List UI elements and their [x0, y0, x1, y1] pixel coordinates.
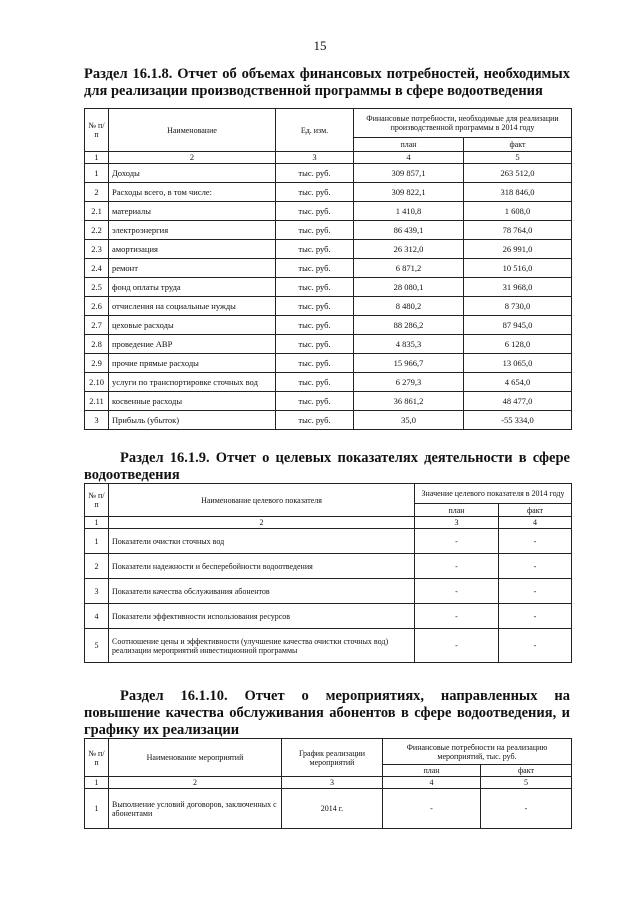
header-indicator-value: Значение целевого показателя в 2014 году: [415, 484, 572, 504]
row-num: 2.11: [85, 392, 109, 411]
row-plan: 1 410,8: [354, 202, 464, 221]
row-name: Показатели эффективности использования ресурсов: [109, 604, 415, 629]
row-plan: 88 286,2: [354, 316, 464, 335]
table-row: [85, 411, 572, 430]
row-plan: 35,0: [354, 411, 464, 430]
table-row: [85, 335, 572, 354]
header-num: № п/п: [85, 109, 109, 152]
col-number: 1: [85, 152, 109, 164]
row-unit: тыс. руб.: [276, 411, 354, 430]
row-num: 2.6: [85, 297, 109, 316]
table-row: [85, 240, 572, 259]
row-unit: тыс. руб.: [276, 183, 354, 202]
row-num: 3: [85, 579, 109, 604]
row-plan: -: [383, 789, 481, 829]
row-name: Показатели очистки сточных вод: [109, 529, 415, 554]
row-fact: -: [499, 579, 572, 604]
row-fact: 318 846,0: [464, 183, 572, 202]
row-plan: 26 312,0: [354, 240, 464, 259]
header-plan: план: [354, 138, 464, 152]
col-number: 1: [85, 517, 109, 529]
row-fact: 87 945,0: [464, 316, 572, 335]
col-number: 2: [109, 777, 282, 789]
row-plan: -: [415, 579, 499, 604]
row-plan: 6 279,3: [354, 373, 464, 392]
section-2-title-text: Раздел 16.1.9. Отчет о целевых показателях деятельности в сфере водоотведения: [84, 450, 570, 483]
row-unit: тыс. руб.: [276, 202, 354, 221]
row-num: 2.10: [85, 373, 109, 392]
row-num: 2.7: [85, 316, 109, 335]
row-unit: тыс. руб.: [276, 392, 354, 411]
header-financial-needs: Финансовые потребности на реализацию мероприятий, тыс. руб.: [383, 739, 572, 765]
row-fact: 4 654,0: [464, 373, 572, 392]
row-name: электроэнергия: [109, 221, 276, 240]
row-name: услуги по транспортировке сточных вод: [109, 373, 276, 392]
row-fact: -: [481, 789, 572, 829]
row-schedule: 2014 г.: [282, 789, 383, 829]
row-unit: тыс. руб.: [276, 164, 354, 183]
row-num: 5: [85, 629, 109, 663]
col-number: 2: [109, 517, 415, 529]
row-unit: тыс. руб.: [276, 373, 354, 392]
col-number: 3: [276, 152, 354, 164]
row-name: косвенные расходы: [109, 392, 276, 411]
table-row: [85, 183, 572, 202]
row-num: 2.5: [85, 278, 109, 297]
target-indicators-table: [84, 483, 572, 663]
row-name: Соотношение цены и эффективности (улучшение качества очистки сточных вод) реализации мероприятий инвестиционной программы: [109, 629, 415, 663]
table-row: [85, 164, 572, 183]
row-plan: 309 857,1: [354, 164, 464, 183]
row-num: 2: [85, 554, 109, 579]
row-unit: тыс. руб.: [276, 221, 354, 240]
table-row: [85, 373, 572, 392]
row-unit: тыс. руб.: [276, 240, 354, 259]
activities-table: [84, 738, 572, 829]
header-schedule: График реализации мероприятий: [282, 739, 383, 777]
row-name: Показатели надежности и бесперебойности водоотведения: [109, 554, 415, 579]
header-financial-needs: Финансовые потребности, необходимые для реализации производственной программы в 2014 году: [354, 109, 572, 138]
header-indicator-name: Наименование целевого показателя: [109, 484, 415, 517]
row-plan: -: [415, 629, 499, 663]
row-num: 2.9: [85, 354, 109, 373]
table-row: [85, 554, 572, 579]
row-plan: 6 871,2: [354, 259, 464, 278]
row-num: 2.4: [85, 259, 109, 278]
table-row: [85, 392, 572, 411]
header-fact: факт: [499, 504, 572, 517]
col-number: 5: [464, 152, 572, 164]
table-row: [85, 604, 572, 629]
header-num: № п/п: [85, 484, 109, 517]
row-plan: -: [415, 554, 499, 579]
row-num: 1: [85, 789, 109, 829]
table-row: [85, 579, 572, 604]
table-row: [85, 278, 572, 297]
row-name: материалы: [109, 202, 276, 221]
table-row: [85, 354, 572, 373]
header-name: Наименование: [109, 109, 276, 152]
row-fact: 13 065,0: [464, 354, 572, 373]
row-fact: -: [499, 629, 572, 663]
row-num: 1: [85, 164, 109, 183]
row-unit: тыс. руб.: [276, 354, 354, 373]
financial-needs-table: [84, 108, 572, 430]
table-row: [85, 629, 572, 663]
row-name: ремонт: [109, 259, 276, 278]
row-num: 2.3: [85, 240, 109, 259]
row-fact: -55 334,0: [464, 411, 572, 430]
row-unit: тыс. руб.: [276, 259, 354, 278]
row-num: 2: [85, 183, 109, 202]
row-fact: 26 991,0: [464, 240, 572, 259]
row-plan: -: [415, 529, 499, 554]
row-name: Прибыль (убыток): [109, 411, 276, 430]
row-fact: -: [499, 554, 572, 579]
row-num: 4: [85, 604, 109, 629]
table-row: [85, 789, 572, 829]
row-name: цеховые расходы: [109, 316, 276, 335]
table-row: [85, 297, 572, 316]
row-unit: тыс. руб.: [276, 335, 354, 354]
row-name: прочие прямые расходы: [109, 354, 276, 373]
row-fact: 263 512,0: [464, 164, 572, 183]
header-num: № п/п: [85, 739, 109, 777]
table-row: [85, 529, 572, 554]
row-name: фонд оплаты труда: [109, 278, 276, 297]
table-row: [85, 316, 572, 335]
row-num: 2.2: [85, 221, 109, 240]
col-number: 4: [499, 517, 572, 529]
row-name: Выполнение условий договоров, заключенных с абонентами: [109, 789, 282, 829]
row-num: 3: [85, 411, 109, 430]
row-unit: тыс. руб.: [276, 297, 354, 316]
col-number: 2: [109, 152, 276, 164]
row-plan: -: [415, 604, 499, 629]
header-plan: план: [383, 765, 481, 777]
header-plan: план: [415, 504, 499, 517]
row-name: Показатели качества обслуживания абонентов: [109, 579, 415, 604]
row-fact: -: [499, 604, 572, 629]
table-row: [85, 202, 572, 221]
row-name: Доходы: [109, 164, 276, 183]
row-unit: тыс. руб.: [276, 278, 354, 297]
header-fact: факт: [481, 765, 572, 777]
col-number: 1: [85, 777, 109, 789]
col-number: 4: [383, 777, 481, 789]
section-3-title: [84, 688, 570, 739]
header-activity-name: Наименование мероприятий: [109, 739, 282, 777]
row-unit: тыс. руб.: [276, 316, 354, 335]
header-fact: факт: [464, 138, 572, 152]
table-row: [85, 221, 572, 240]
row-name: отчисления на социальные нужды: [109, 297, 276, 316]
table-row: [85, 259, 572, 278]
row-plan: 36 861,2: [354, 392, 464, 411]
page-number: 15: [313, 38, 327, 53]
section-2-title: [84, 450, 570, 484]
row-num: 2.1: [85, 202, 109, 221]
row-name: амортизация: [109, 240, 276, 259]
row-fact: 1 608,0: [464, 202, 572, 221]
row-fact: 6 128,0: [464, 335, 572, 354]
row-plan: 86 439,1: [354, 221, 464, 240]
row-plan: 4 835,3: [354, 335, 464, 354]
section-3-title-text: Раздел 16.1.10. Отчет о мероприятиях, направленных на повышение качества обслуживания абонентов в сфере водоотведения, и графику их реализации: [84, 688, 570, 738]
row-fact: -: [499, 529, 572, 554]
row-num: 2.8: [85, 335, 109, 354]
col-number: 3: [415, 517, 499, 529]
row-plan: 15 966,7: [354, 354, 464, 373]
header-unit: Ед. изм.: [276, 109, 354, 152]
row-name: проведение АВР: [109, 335, 276, 354]
row-fact: 31 968,0: [464, 278, 572, 297]
section-1-title: [84, 66, 570, 100]
row-fact: 10 516,0: [464, 259, 572, 278]
row-fact: 78 764,0: [464, 221, 572, 240]
col-number: 4: [354, 152, 464, 164]
row-plan: 28 080,1: [354, 278, 464, 297]
col-number: 5: [481, 777, 572, 789]
row-plan: 8 480,2: [354, 297, 464, 316]
col-number: 3: [282, 777, 383, 789]
row-num: 1: [85, 529, 109, 554]
section-1-title-text: Раздел 16.1.8. Отчет об объемах финансовых потребностей, необходимых для реализации производственной программы в сфере водоотведения: [84, 66, 570, 99]
row-name: Расходы всего, в том числе:: [109, 183, 276, 202]
row-fact: 48 477,0: [464, 392, 572, 411]
row-fact: 8 730,0: [464, 297, 572, 316]
row-plan: 309 822,1: [354, 183, 464, 202]
